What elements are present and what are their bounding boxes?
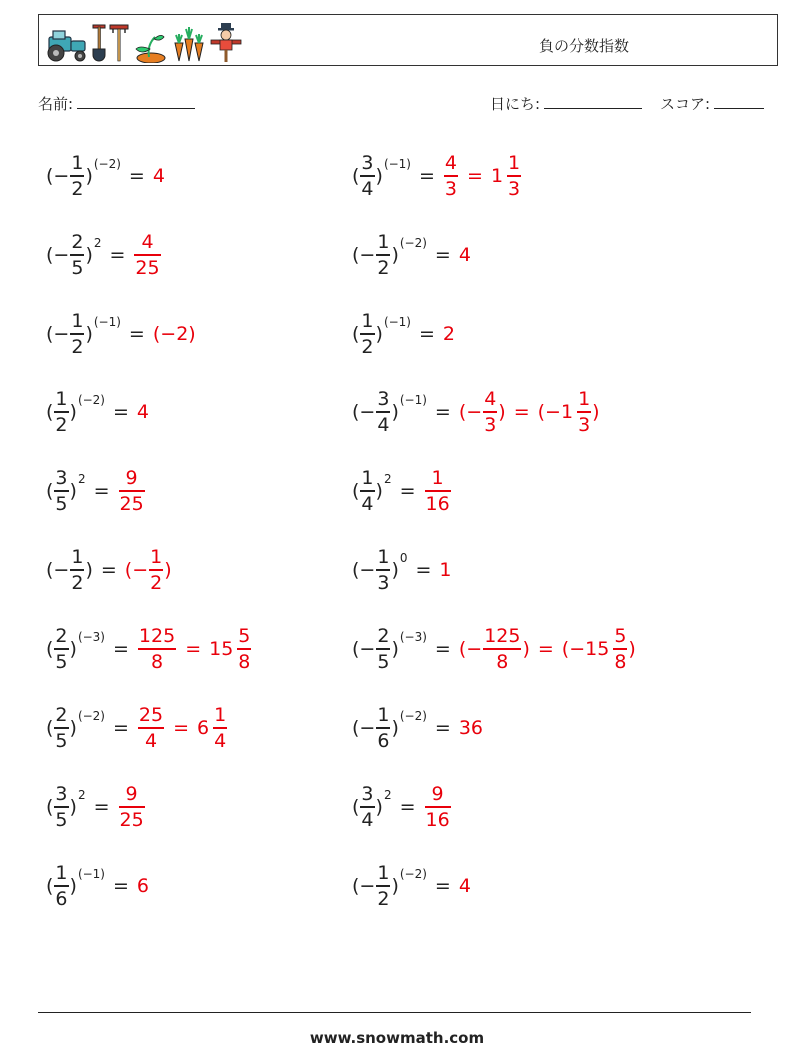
numerator: 4: [141, 231, 154, 254]
open-paren: (: [46, 401, 54, 423]
minus-sign: −: [53, 244, 70, 266]
symbol: (: [561, 638, 570, 660]
problem-11: [46, 544, 172, 596]
exponent: (−2): [77, 709, 105, 723]
denominator: 16: [425, 808, 450, 831]
number: 4: [152, 165, 165, 187]
number: 6: [197, 717, 210, 739]
denominator: 2: [71, 177, 84, 200]
problem-2: [352, 150, 522, 202]
number: 36: [458, 717, 484, 739]
denominator: 4: [144, 729, 158, 752]
footer-website[interactable]: www.snowmath.com: [309, 1029, 485, 1047]
fraction: [70, 309, 84, 358]
close-paren: ): [69, 480, 77, 502]
fraction: [577, 387, 591, 436]
numerator: 2: [55, 704, 68, 727]
open-paren: (: [352, 323, 360, 345]
open-paren: (: [46, 559, 54, 581]
rake-icon: [109, 23, 129, 63]
close-paren: ): [69, 717, 77, 739]
open-paren: (: [352, 559, 360, 581]
numerator: 1: [377, 546, 390, 569]
fraction: [237, 624, 251, 673]
problem-10: [352, 465, 452, 517]
equals-sign: =: [109, 244, 126, 266]
exponent: 0: [399, 551, 408, 565]
open-paren: (: [46, 323, 54, 345]
minus-sign: −: [53, 559, 70, 581]
header-box: [38, 14, 778, 66]
exponent: (−2): [93, 157, 121, 171]
number: 4: [458, 875, 471, 897]
answer: [443, 322, 455, 346]
numerator: 125: [138, 625, 176, 648]
answer: [125, 545, 172, 594]
fraction: [376, 703, 390, 752]
open-paren: (: [46, 244, 54, 266]
equals-sign: =: [113, 875, 129, 897]
fraction: [360, 151, 374, 200]
fraction: [425, 466, 451, 515]
carrots-icon: [169, 23, 207, 63]
fraction: [376, 861, 390, 910]
numerator: 1: [377, 704, 390, 727]
numerator: 4: [484, 388, 497, 411]
denominator: 2: [71, 571, 84, 594]
equals-sign: =: [419, 323, 435, 345]
denominator: 6: [55, 887, 68, 910]
problem-19: [46, 860, 149, 912]
numerator: 3: [361, 783, 374, 806]
equals-sign: =: [113, 401, 129, 423]
number: 1: [439, 559, 452, 581]
close-paren: ): [391, 717, 399, 739]
denominator: 25: [119, 492, 144, 515]
equals-sign: =: [434, 638, 451, 660]
answer: [153, 322, 196, 346]
symbol: ): [498, 401, 506, 423]
exponent: (−2): [399, 236, 427, 250]
open-paren: (: [46, 875, 54, 897]
exponent: (−3): [77, 630, 105, 644]
fraction: [138, 624, 176, 673]
denominator: 3: [578, 413, 591, 436]
symbol: ): [592, 401, 600, 423]
numerator: 1: [578, 388, 591, 411]
denominator: 2: [71, 335, 84, 358]
fraction: [138, 703, 164, 752]
exponent: (−1): [399, 393, 427, 407]
close-paren: ): [375, 323, 383, 345]
problem-14: [352, 623, 636, 675]
problem-4: [352, 229, 471, 281]
open-paren: (: [352, 875, 360, 897]
numerator: 1: [214, 704, 227, 727]
score-field[interactable]: [660, 93, 764, 114]
denominator: 5: [71, 256, 84, 279]
numerator: 2: [55, 625, 68, 648]
denominator: 4: [361, 492, 374, 515]
equals-sign: =: [128, 165, 145, 187]
exponent: 2: [383, 788, 392, 802]
symbol: ): [522, 638, 530, 660]
close-paren: ): [85, 244, 93, 266]
fraction: [507, 151, 521, 200]
date-blank[interactable]: [544, 93, 642, 109]
fraction: [613, 624, 627, 673]
close-paren: ): [391, 638, 399, 660]
minus-sign: −: [53, 323, 70, 345]
symbol: (: [458, 401, 467, 423]
minus-sign: −: [53, 165, 70, 187]
open-paren: (: [46, 165, 54, 187]
denominator: 25: [135, 256, 160, 279]
fraction: [54, 861, 68, 910]
denominator: 4: [377, 413, 390, 436]
open-paren: (: [352, 796, 360, 818]
exponent: 2: [77, 788, 86, 802]
numerator: 2: [71, 231, 84, 254]
equals-sign: =: [399, 480, 416, 502]
problem-12: [352, 544, 452, 596]
problem-6: [352, 308, 455, 360]
numerator: 1: [361, 310, 374, 333]
exponent: (−3): [399, 630, 427, 644]
numerator: 1: [71, 310, 84, 333]
numerator: 1: [55, 862, 68, 885]
open-paren: (: [352, 480, 360, 502]
denominator: 3: [508, 177, 521, 200]
problem-15: [46, 702, 228, 754]
numerator: 9: [125, 467, 138, 490]
denominator: 25: [119, 808, 144, 831]
exponent: (−1): [383, 157, 411, 171]
fraction: [376, 624, 390, 673]
equals-sign: =: [185, 638, 202, 660]
minus-sign: −: [359, 638, 376, 660]
denominator: 2: [150, 571, 163, 594]
numerator: 3: [55, 467, 68, 490]
equals-sign: =: [113, 638, 129, 660]
numerator: 1: [377, 862, 390, 885]
close-paren: ): [391, 401, 399, 423]
number: 2: [176, 323, 189, 345]
fraction: [149, 545, 163, 594]
header-icons: [45, 19, 243, 63]
fraction: [444, 151, 458, 200]
minus-sign: −: [359, 717, 376, 739]
numerator: 1: [508, 152, 521, 175]
answer: [424, 466, 452, 515]
answer: [137, 703, 228, 752]
symbol: −: [160, 323, 177, 345]
numerator: 1: [71, 546, 84, 569]
fraction: [70, 230, 84, 279]
exponent: 2: [383, 472, 392, 486]
equals-sign: =: [434, 717, 451, 739]
answer: [133, 230, 161, 279]
exponent: (−2): [77, 393, 105, 407]
numerator: 5: [614, 625, 627, 648]
fraction: [54, 624, 68, 673]
denominator: 2: [55, 413, 68, 436]
number: 6: [136, 875, 150, 897]
denominator: 16: [425, 492, 450, 515]
open-paren: (: [352, 717, 360, 739]
close-paren: ): [69, 401, 77, 423]
close-paren: ): [391, 244, 399, 266]
numerator: 25: [138, 704, 164, 727]
numerator: 1: [377, 231, 390, 254]
numerator: 2: [377, 625, 390, 648]
number: 1: [560, 401, 574, 423]
equals-sign: =: [113, 717, 129, 739]
denominator: 4: [361, 177, 374, 200]
exponent: (−2): [399, 867, 427, 881]
denominator: 4: [361, 808, 374, 831]
fraction: [425, 782, 451, 831]
fraction: [213, 703, 227, 752]
denominator: 2: [377, 256, 390, 279]
exponent: 2: [93, 236, 102, 250]
answer: [443, 151, 522, 200]
exponent: (−1): [93, 315, 121, 329]
fraction: [376, 545, 390, 594]
numerator: 9: [431, 783, 444, 806]
numerator: 125: [484, 625, 521, 648]
number: 15: [209, 638, 234, 660]
answer: [424, 782, 452, 831]
score-label: スコア:: [660, 95, 711, 113]
close-paren: ): [69, 875, 77, 897]
close-paren: ): [391, 559, 399, 581]
fraction: [54, 466, 68, 515]
answer: [153, 164, 165, 188]
symbol: ): [164, 559, 172, 581]
numerator: 4: [444, 152, 458, 175]
symbol: −: [545, 401, 561, 423]
denominator: 3: [444, 177, 458, 200]
close-paren: ): [375, 165, 383, 187]
denominator: 5: [55, 729, 68, 752]
equals-sign: =: [128, 323, 145, 345]
equals-sign: =: [434, 875, 451, 897]
sprout-icon: [131, 27, 167, 63]
fraction: [376, 387, 390, 436]
close-paren: ): [375, 480, 383, 502]
numerator: 5: [238, 625, 251, 648]
footer-divider: [38, 1012, 751, 1013]
problem-5: [46, 308, 196, 360]
exponent: (−2): [399, 709, 427, 723]
answer: [459, 716, 483, 740]
equals-sign: =: [415, 559, 432, 581]
answer: [137, 874, 149, 898]
denominator: 2: [377, 887, 390, 910]
name-label: 名前:: [38, 95, 74, 113]
minus-sign: −: [359, 559, 376, 581]
problem-20: [352, 860, 471, 912]
fraction: [54, 782, 68, 831]
equals-sign: =: [537, 638, 554, 660]
numerator: 3: [55, 783, 68, 806]
answer: [459, 243, 471, 267]
numerator: 3: [361, 152, 374, 175]
fraction: [376, 230, 390, 279]
numerator: 3: [377, 388, 390, 411]
equals-sign: =: [434, 401, 451, 423]
number: 2: [442, 323, 456, 345]
equals-sign: =: [513, 401, 530, 423]
equals-sign: =: [93, 480, 110, 502]
denominator: 8: [151, 650, 164, 673]
open-paren: (: [352, 401, 360, 423]
symbol: (: [152, 323, 161, 345]
answer: [459, 387, 600, 436]
open-paren: (: [352, 244, 360, 266]
numerator: 9: [125, 783, 138, 806]
number: 4: [458, 244, 471, 266]
numerator: 1: [55, 388, 68, 411]
problem-7: [46, 386, 149, 438]
fraction: [134, 230, 160, 279]
answer: [459, 624, 636, 673]
exponent: (−1): [383, 315, 411, 329]
numerator: 1: [431, 467, 444, 490]
symbol: (: [458, 638, 467, 660]
date-label: 日にち:: [490, 95, 541, 113]
open-paren: (: [46, 796, 54, 818]
answer: [118, 782, 146, 831]
symbol: (: [124, 559, 133, 581]
denominator: 8: [614, 650, 627, 673]
open-paren: (: [352, 638, 360, 660]
minus-sign: −: [359, 401, 376, 423]
denominator: 8: [496, 650, 509, 673]
denominator: 2: [361, 335, 374, 358]
problem-16: [352, 702, 483, 754]
denominator: 3: [484, 413, 497, 436]
answer: [439, 558, 451, 582]
close-paren: ): [375, 796, 383, 818]
symbol: −: [466, 638, 483, 660]
close-paren: ): [85, 165, 93, 187]
number: 4: [136, 401, 150, 423]
fraction: [119, 466, 145, 515]
equals-sign: =: [434, 244, 451, 266]
close-paren: ): [391, 875, 399, 897]
equals-sign: =: [399, 796, 416, 818]
equals-sign: =: [93, 796, 110, 818]
score-blank[interactable]: [714, 93, 764, 109]
minus-sign: −: [359, 875, 376, 897]
fraction: [70, 545, 84, 594]
denominator: 5: [55, 650, 68, 673]
problem-17: [46, 781, 146, 833]
symbol: −: [132, 559, 149, 581]
problem-13: [46, 623, 252, 675]
fraction: [119, 782, 145, 831]
number: 15: [585, 638, 610, 660]
problem-18: [352, 781, 452, 833]
problem-9: [46, 465, 146, 517]
equals-sign: =: [419, 165, 435, 187]
fraction: [360, 782, 374, 831]
problem-8: [352, 386, 600, 438]
tractor-icon: [45, 27, 89, 63]
numerator: 1: [71, 152, 84, 175]
open-paren: (: [46, 638, 54, 660]
symbol: (: [537, 401, 546, 423]
fraction: [360, 309, 374, 358]
close-paren: ): [85, 559, 93, 581]
number: 1: [490, 165, 504, 187]
denominator: 3: [377, 571, 390, 594]
symbol: ): [188, 323, 196, 345]
symbol: −: [466, 401, 483, 423]
exponent: (−1): [77, 867, 105, 881]
numerator: 1: [361, 467, 374, 490]
equals-sign: =: [173, 717, 190, 739]
answer: [459, 874, 471, 898]
equals-sign: =: [467, 165, 483, 187]
worksheet-title: 負の分数指数: [539, 37, 630, 55]
answer: [137, 624, 252, 673]
answer: [137, 400, 149, 424]
name-field[interactable]: [38, 93, 195, 114]
equals-sign: =: [100, 559, 117, 581]
date-field[interactable]: [490, 93, 642, 114]
fraction: [54, 387, 68, 436]
exponent: 2: [77, 472, 86, 486]
denominator: 6: [377, 729, 390, 752]
problem-1: [46, 150, 165, 202]
fraction: [54, 703, 68, 752]
symbol: −: [569, 638, 586, 660]
fraction: [360, 466, 374, 515]
name-blank[interactable]: [77, 93, 195, 109]
symbol: ): [628, 638, 636, 660]
fraction: [483, 387, 497, 436]
shovel-icon: [91, 23, 107, 63]
close-paren: ): [85, 323, 93, 345]
answer: [118, 466, 146, 515]
denominator: 5: [55, 808, 68, 831]
denominator: 4: [214, 729, 227, 752]
minus-sign: −: [359, 244, 376, 266]
open-paren: (: [46, 480, 54, 502]
scarecrow-icon: [209, 21, 243, 63]
denominator: 5: [55, 492, 68, 515]
problem-3: [46, 229, 162, 281]
numerator: 1: [150, 546, 163, 569]
close-paren: ): [69, 638, 77, 660]
denominator: 8: [238, 650, 251, 673]
denominator: 5: [377, 650, 390, 673]
open-paren: (: [352, 165, 360, 187]
fraction: [70, 151, 84, 200]
open-paren: (: [46, 717, 54, 739]
fraction: [483, 624, 521, 673]
close-paren: ): [69, 796, 77, 818]
